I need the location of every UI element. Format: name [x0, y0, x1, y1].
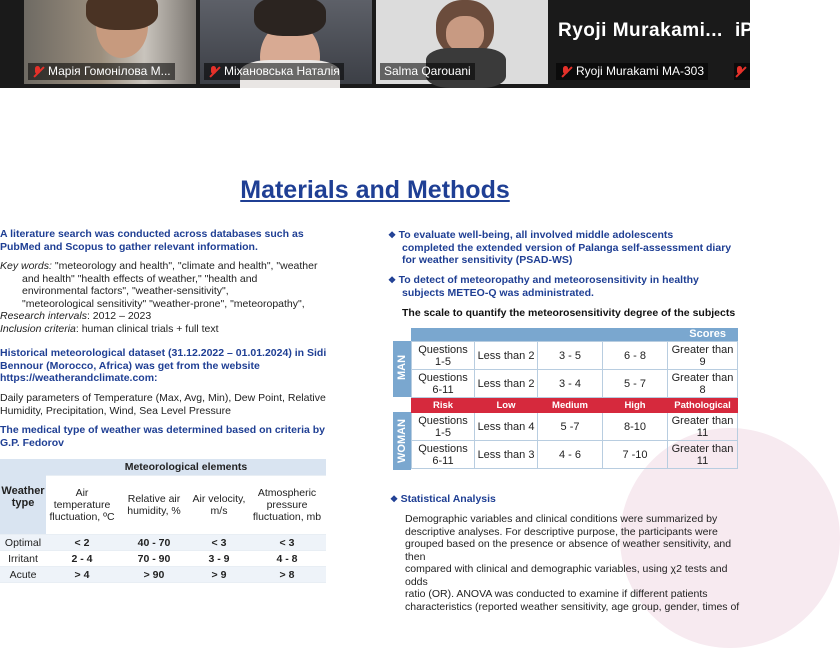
evaluate-line: for weather sensitivity (PSAD-WS) [402, 254, 573, 266]
table-cell: Greater than 9 [668, 342, 738, 370]
dataset-line: Bennour (Morocco, Africa) was get from the website [0, 359, 260, 372]
table-cell: 4 - 8 [248, 551, 326, 567]
participant-tile-2[interactable] [200, 0, 372, 84]
dataset-line: Historical meteorological dataset (31.12.2022 – 01.01.2024) in Sidi [0, 347, 327, 359]
stats-line: Demographic variables and clinical conditions were summarized by [405, 513, 718, 525]
participant-tile-1[interactable] [24, 0, 196, 84]
inclusion-label: Inclusion criteria [0, 322, 76, 335]
humidity-header: Relative air humidity, % [118, 476, 190, 535]
table-cell: 6 - 8 [603, 342, 668, 370]
scores-band [411, 328, 738, 341]
table-cell: Less than 3 [475, 441, 538, 469]
table-cell: 3 - 4 [538, 370, 603, 398]
weather-type-cell: Optimal [0, 535, 46, 551]
evaluate-text [388, 229, 738, 267]
table-cell: 40 - 70 [118, 535, 190, 551]
man-band [393, 341, 411, 397]
table-row [412, 413, 738, 441]
velocity-header: Air velocity, m/s [190, 476, 248, 535]
woman-band [393, 412, 411, 470]
table-cell: 8-10 [603, 413, 668, 441]
table-cell: Low [475, 398, 538, 413]
participant-tile-5[interactable] [732, 0, 750, 84]
keywords-line: and health" "health effects of weather," "health and [22, 272, 258, 285]
literature-search-line: A literature search was conducted across databases such as PubMed and Scopus to gather relevant information. [0, 228, 304, 253]
scale-table-wrap [393, 328, 738, 474]
table-row [0, 567, 326, 583]
table-cell: 3 - 5 [538, 342, 603, 370]
meteorological-elements-header: Meteorological elements [46, 459, 326, 476]
table-cell: 3 - 9 [190, 551, 248, 567]
muted-mic-icon [208, 66, 220, 78]
muted-mic-icon [32, 66, 44, 78]
table-cell: 7 -10 [603, 441, 668, 469]
table-cell: Risk [412, 398, 475, 413]
medical-type-text [0, 424, 332, 449]
stats-line: descriptive analyses. For descriptive purpose, the participants were [405, 525, 718, 538]
statistical-analysis-heading [390, 493, 730, 506]
statistical-analysis-label: Statistical Analysis [400, 493, 496, 505]
participant-name-bar [28, 63, 175, 80]
participant-name: Salma Qarouani [384, 64, 471, 78]
literature-search-text [0, 228, 328, 253]
stats-line: characteristics (reported weather sensitivity, age group, gender, times of [405, 600, 740, 613]
diamond-bullet-icon: ❖ [390, 494, 401, 504]
dataset-link[interactable]: https://weatherandclimate.com: [0, 372, 158, 384]
stats-line: ratio (OR). ANOVA was conducted to examine if different patients [405, 588, 708, 600]
table-cell: Medium [538, 398, 603, 413]
participant-tile-4[interactable] [552, 0, 728, 84]
weather-type-cell: Acute [0, 567, 46, 583]
statistical-analysis-text [405, 513, 750, 613]
keywords-line: "meteorological sensitivity" "weather-prone", "meteoropathy", [22, 297, 305, 310]
muted-mic-icon [560, 66, 572, 78]
detect-text [388, 274, 738, 299]
scale-table [411, 341, 738, 469]
table-cell: Less than 4 [475, 413, 538, 441]
participant-display-name: iP [735, 20, 753, 41]
participant-tile-3[interactable] [376, 0, 548, 84]
risk-row [412, 398, 738, 413]
table-cell: > 90 [118, 567, 190, 583]
table-cell: Less than 2 [475, 342, 538, 370]
table-row [412, 370, 738, 398]
table-cell: Questions 1-5 [412, 342, 475, 370]
table-cell: Greater than 11 [668, 441, 738, 469]
weather-type-header: Weather type [0, 459, 46, 535]
slide-title: Materials and Methods [240, 176, 510, 204]
parameters-text [0, 392, 332, 417]
participant-display-name: Ryoji Murakami... [558, 20, 723, 41]
diamond-bullet-icon: ❖ [388, 275, 399, 285]
participant-name: Марія Гомонілова М... [48, 64, 171, 78]
table-cell: 5 - 7 [603, 370, 668, 398]
temperature-header: Air temperature fluctuation, ºC [46, 476, 118, 535]
diamond-bullet-icon: ❖ [388, 230, 399, 240]
participant-name: Міхановська Наталія [224, 64, 340, 78]
dataset-text [0, 347, 332, 385]
table-cell: 5 -7 [538, 413, 603, 441]
table-cell: Questions 1-5 [412, 413, 475, 441]
table-cell: Pathological [668, 398, 738, 413]
research-value: : 2012 – 2023 [86, 310, 152, 322]
table-cell: Greater than 8 [668, 370, 738, 398]
research-label: Research intervals [0, 310, 87, 322]
shared-slide [0, 88, 750, 613]
table-cell: High [603, 398, 668, 413]
participant-name: Ryoji Murakami MA-303 [576, 64, 705, 78]
table-cell: < 2 [46, 535, 118, 551]
table-cell: 70 - 90 [118, 551, 190, 567]
participant-name-bar [556, 63, 708, 80]
table-row [412, 441, 738, 469]
keywords-block [0, 260, 330, 335]
table-cell: 4 - 6 [538, 441, 603, 469]
table-cell: < 3 [190, 535, 248, 551]
keywords-line: environmental factors", "weather-sensitivity", [22, 285, 229, 297]
evaluate-line: completed the extended version of Palanga self-assessment diary [402, 241, 732, 254]
stats-line: grouped based on the presence or absence of weather sensitivity, and then [405, 538, 732, 563]
table-cell: Questions 6-11 [412, 441, 475, 469]
pressure-header: Atmospheric pressure fluctuation, mb [248, 476, 326, 535]
scores-label: Scores [689, 328, 726, 340]
table-row [412, 342, 738, 370]
table-cell: 2 - 4 [46, 551, 118, 567]
stats-line: compared with clinical and demographic variables, using χ2 tests and odds [405, 563, 728, 588]
table-cell: Less than 2 [475, 370, 538, 398]
inclusion-value: : human clinical trials + full text [75, 322, 219, 335]
medical-type-line: G.P. Fedorov [0, 436, 64, 449]
participant-strip [0, 0, 753, 88]
medical-type-line: The medical type of weather was determined based on criteria by [0, 424, 326, 436]
table-cell: Questions 6-11 [412, 370, 475, 398]
participant-name-bar [734, 63, 750, 80]
table-cell: Greater than 11 [668, 413, 738, 441]
parameters-line: Humidity, Precipitation, Wind, Sea Level Pressure [0, 404, 231, 417]
keywords-label: Key words: [0, 260, 52, 272]
scale-title: The scale to quantify the meteorosensitivity degree of the subjects [402, 307, 736, 319]
evaluate-line: To evaluate well-being, all involved middle adolescents [398, 229, 674, 241]
table-cell: > 9 [190, 567, 248, 583]
table-cell: < 3 [248, 535, 326, 551]
muted-mic-icon [734, 66, 746, 78]
table-cell: > 8 [248, 567, 326, 583]
table-row [0, 551, 326, 567]
keywords-line: "meteorology and health", "climate and health", "weather [51, 260, 318, 272]
participant-name-bar [204, 63, 344, 80]
table-cell: > 4 [46, 567, 118, 583]
table-row [0, 535, 326, 551]
woman-label: WOMAN [396, 419, 408, 463]
meteorological-table [0, 459, 326, 583]
detect-line: To detect of meteoropathy and meteorosensitivity in healthy [398, 274, 699, 286]
detect-line: subjects METEO-Q was administrated. [402, 286, 594, 299]
weather-type-cell: Irritant [0, 551, 46, 567]
parameters-line: Daily parameters of Temperature (Max, Avg, Min), Dew Point, Relative [0, 392, 326, 404]
man-label: MAN [396, 354, 408, 380]
participant-name-bar [380, 63, 475, 80]
